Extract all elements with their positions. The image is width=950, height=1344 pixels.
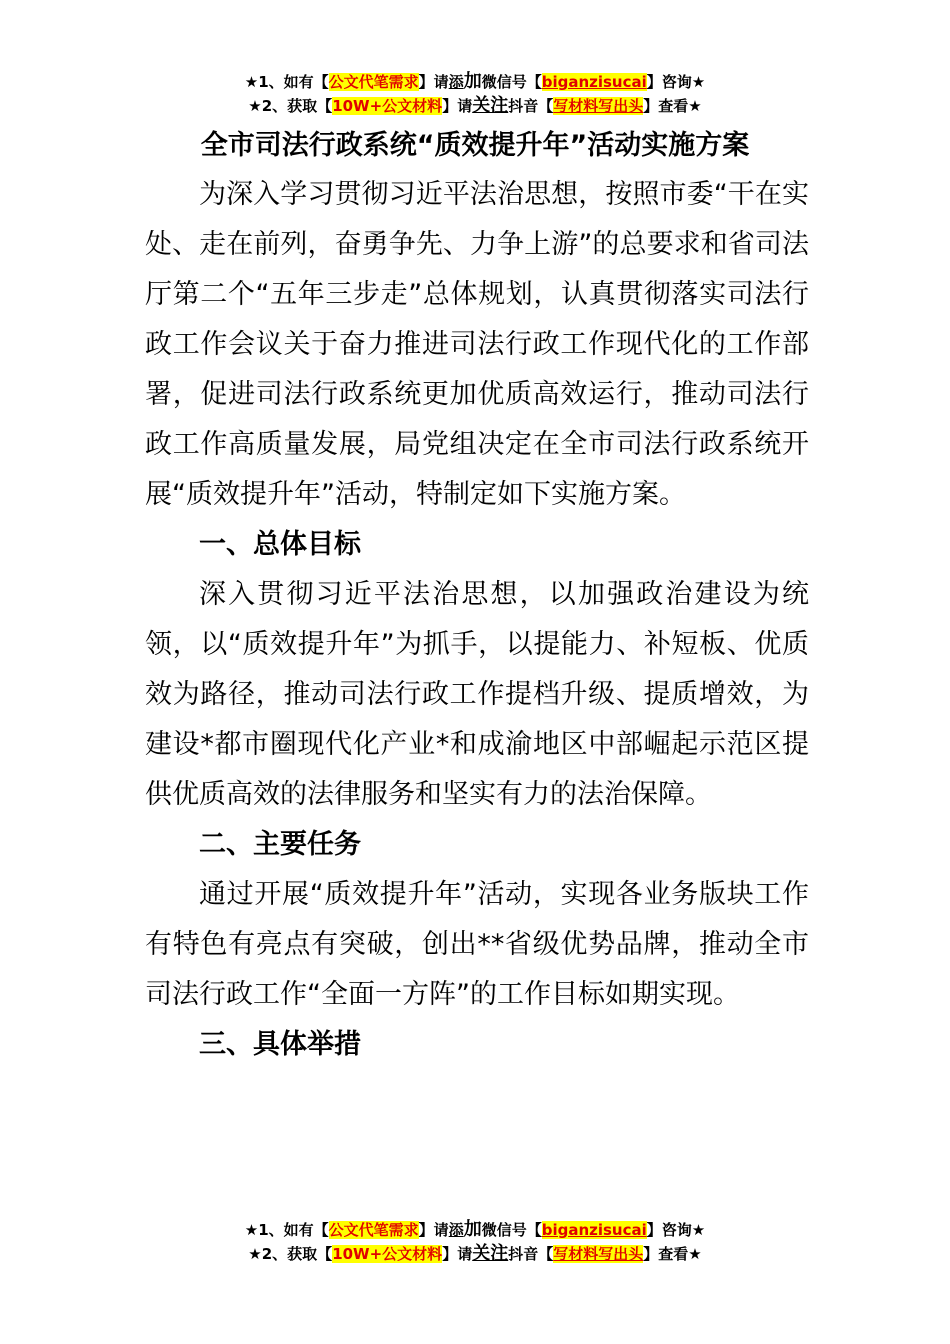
wechat-id-link[interactable]: biganzisucai (541, 1221, 647, 1239)
promo-text: 微信号【 (481, 1221, 542, 1239)
promo-text: 】请 (442, 1245, 473, 1263)
promo-highlight-materials: 10W+公文材料 (332, 97, 443, 115)
promo-text: 】咨询 (646, 1221, 692, 1239)
promo-line-1 (0, 70, 950, 94)
promo-highlight-materials: 10W+公文材料 (332, 1245, 443, 1263)
section-paragraph-2: 通过开展“质效提升年”活动，实现各业务版块工作有特色有亮点有突破，创出**省级优势品牌，推动全市司法行政工作“全面一方阵”的工作目标如期实现。 (145, 879, 809, 1010)
promo-text: 2、获取【 (261, 1245, 333, 1263)
promo-text: 抖音【 (508, 97, 554, 115)
promo-text: 加 (463, 71, 482, 92)
promo-line-1 (0, 1218, 950, 1242)
star-icon: ★ (688, 1245, 702, 1263)
promo-line-2 (0, 94, 950, 118)
promo-text: 添 (448, 1221, 464, 1239)
intro-paragraph: 为深入学习贯彻习近平法治思想，按照市委“干在实处、走在前列，奋勇争先、力争上游”的总要求和省司法厅第二个“五年三步走”总体规划，认真贯彻落实司法行政工作会议关于奋力推进司法行政工作现代化的工作部署，促进司法行政系统更加优质高效运行，推动司法行政工作高质量发展，局党组决定在全市司法行政系统开展“质效提升年”活动，特制定如下实施方案。 (145, 179, 809, 510)
promo-text: 】请 (442, 97, 473, 115)
promo-text: 】请 (418, 73, 449, 91)
section-paragraph-1: 深入贯彻习近平法治思想，以加强政治建设为统领，以“质效提升年”为抓手，以提能力、补短板、优质效为路径，推动司法行政工作提档升级、提质增效，为建设*都市圈现代化产业*和成渝地区中部崛起示范区提供优质高效的法律服务和坚实有力的法治保障。 (145, 579, 809, 810)
promo-text: 关注 (472, 95, 509, 116)
document-body (145, 170, 809, 1070)
star-icon: ★ (248, 97, 262, 115)
promo-text: 抖音【 (508, 1245, 554, 1263)
wechat-id-link[interactable]: biganzisucai (541, 73, 647, 91)
promo-highlight-service: 公文代笔需求 (328, 1221, 419, 1239)
promo-text: 添 (448, 73, 464, 91)
promo-text: 】咨询 (646, 73, 692, 91)
promo-text: 加 (463, 1219, 482, 1240)
star-icon: ★ (691, 73, 706, 91)
promo-banner-bottom (0, 1218, 950, 1266)
promo-text: 1、如有【 (258, 73, 329, 91)
star-icon: ★ (244, 73, 259, 91)
douyin-account-link[interactable]: 写材料写出头 (553, 97, 644, 115)
promo-text: 】查看 (643, 1245, 689, 1263)
star-icon: ★ (691, 1221, 706, 1239)
section-heading-3: 三、具体举措 (199, 1029, 361, 1060)
star-icon: ★ (244, 1221, 259, 1239)
promo-text: 微信号【 (481, 73, 542, 91)
star-icon: ★ (248, 1245, 262, 1263)
section-heading-1: 一、总体目标 (199, 529, 361, 560)
document-title: 全市司法行政系统“质效提升年”活动实施方案 (200, 130, 750, 161)
section-heading-2: 二、主要任务 (199, 829, 361, 860)
douyin-account-link[interactable]: 写材料写出头 (553, 1245, 644, 1263)
promo-banner-top (0, 70, 950, 118)
promo-text: 关注 (472, 1243, 509, 1264)
promo-text: 】请 (418, 1221, 449, 1239)
promo-text: 1、如有【 (258, 1221, 329, 1239)
promo-text: 】查看 (643, 97, 689, 115)
star-icon: ★ (688, 97, 702, 115)
promo-highlight-service: 公文代笔需求 (328, 73, 419, 91)
promo-text: 2、获取【 (261, 97, 333, 115)
promo-line-2 (0, 1242, 950, 1266)
